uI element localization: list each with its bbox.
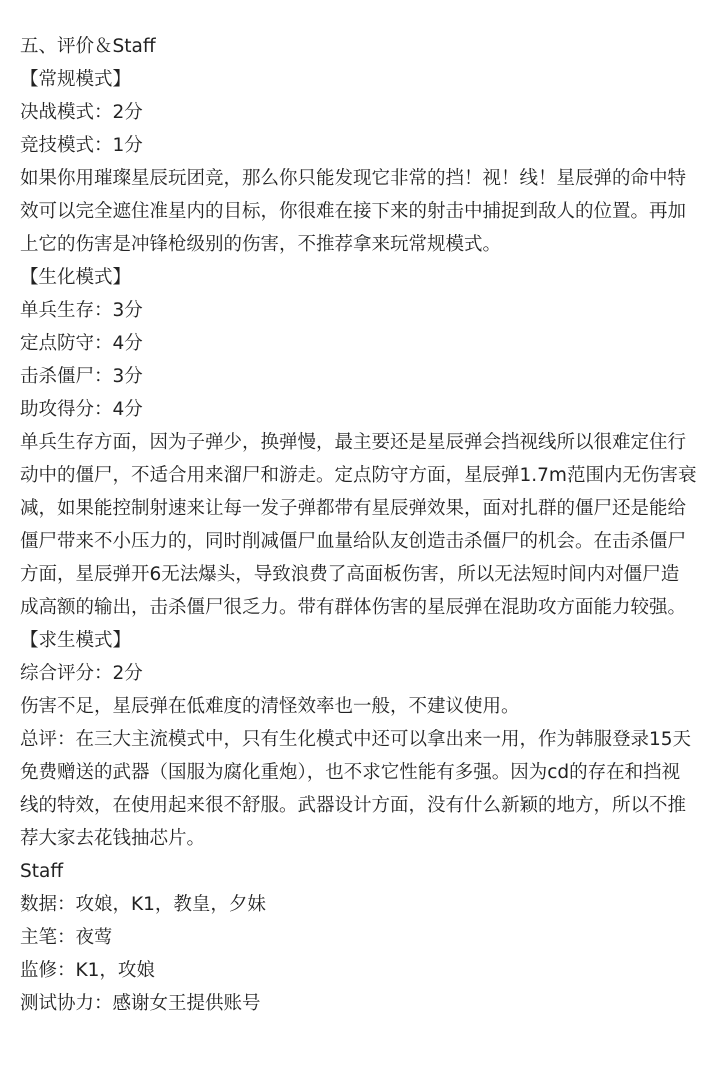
score-line: 综合评分：2分 [20, 663, 143, 684]
paragraph-line: 成高额的输出，击杀僵尸很乏力。带有群体伤害的星辰弹在混助攻方面能力较强。 [20, 597, 687, 618]
score-line: 定点防守：4分 [20, 333, 143, 354]
paragraph-line: 伤害不足，星辰弹在低难度的清怪效率也一般，不建议使用。 [20, 696, 520, 717]
paragraph-line: 效可以完全遮住准星内的目标，你很难在接下来的射击中捕捉到敌人的位置。再加 [20, 201, 687, 222]
score-line: 助攻得分：4分 [20, 399, 143, 420]
summary-line: 免费赠送的武器（国服为腐化重炮），也不求它性能有多强。因为cd的存在和挡视 [20, 762, 681, 783]
mode-heading-survival: 【求生模式】 [20, 630, 132, 651]
summary-line: 荐大家去花钱抽芯片。 [20, 828, 206, 849]
mode-heading-zombie: 【生化模式】 [20, 267, 132, 288]
article-body [20, 30, 712, 1020]
score-line: 竞技模式：1分 [20, 135, 143, 156]
paragraph-line: 方面，星辰弹开6无法爆头，导致浪费了高面板伤害，所以无法短时间内对僵尸造 [20, 564, 680, 585]
score-line: 决战模式：2分 [20, 102, 143, 123]
summary-line: 总评：在三大主流模式中，只有生化模式中还可以拿出来一用，作为韩服登录15天 [20, 729, 692, 750]
score-line: 击杀僵尸：3分 [20, 366, 143, 387]
summary-line: 线的特效，在使用起来很不舒服。武器设计方面，没有什么新颖的地方，所以不推 [20, 795, 687, 816]
paragraph-line: 僵尸带来不小压力的，同时削减僵尸血量给队友创造击杀僵尸的机会。在击杀僵尸 [20, 531, 687, 552]
mode-heading-regular: 【常规模式】 [20, 69, 132, 90]
paragraph-line: 如果你用璀璨星辰玩团竞，那么你只能发现它非常的挡！视！线！星辰弹的命中特 [20, 168, 687, 189]
section-heading: 五、评价＆Staff [20, 36, 156, 57]
paragraph-line: 减，如果能控制射速来让每一发子弹都带有星辰弹效果，面对扎群的僵尸还是能给 [20, 498, 687, 519]
staff-line: 测试协力：感谢女王提供账号 [20, 993, 261, 1014]
staff-line: 监修：K1，攻娘 [20, 960, 155, 981]
staff-heading: Staff [20, 861, 64, 882]
staff-line: 数据：攻娘，K1，教皇，夕妹 [20, 894, 266, 915]
staff-line: 主笔：夜莺 [20, 927, 113, 948]
paragraph-line: 单兵生存方面，因为子弹少，换弹慢，最主要还是星辰弹会挡视线所以很难定住行 [20, 432, 687, 453]
paragraph-line: 上它的伤害是冲锋枪级别的伤害，不推荐拿来玩常规模式。 [20, 234, 502, 255]
score-line: 单兵生存：3分 [20, 300, 143, 321]
paragraph-line: 动中的僵尸，不适合用来溜尸和游走。定点防守方面，星辰弹1.7m范围内无伤害衰 [20, 465, 697, 486]
